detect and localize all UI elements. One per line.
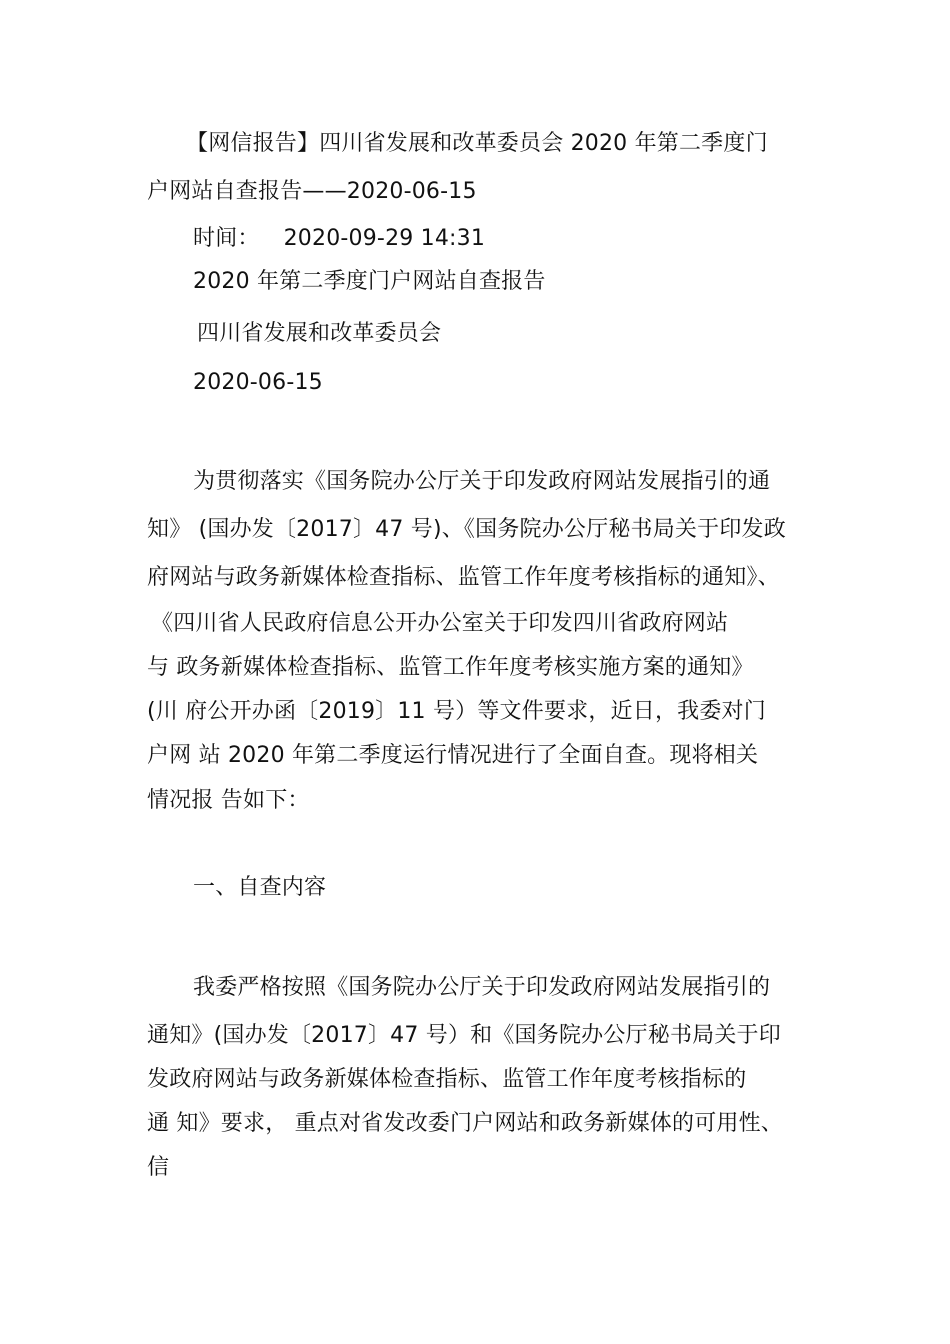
document-title-line-1: 【网信报告】四川省发展和改革委员会 2020 年第二季度门	[186, 131, 768, 156]
section-heading: 一、自查内容	[193, 875, 327, 900]
publish-time-label: 时间：	[193, 226, 260, 251]
intro-line: 与 政务新媒体检查指标、监管工作年度考核实施方案的通知》	[147, 655, 754, 680]
organization-name: 四川省发展和改革委员会	[197, 321, 442, 346]
section-line: 信	[147, 1155, 170, 1180]
intro-line: 情况报 告如下：	[147, 788, 310, 813]
report-date: 2020-06-15	[193, 370, 323, 395]
intro-line: (川 府公开办函〔2019〕11 号）等文件要求，近日，我委对门	[147, 699, 766, 724]
intro-line: 为贯彻落实《国务院办公厅关于印发政府网站发展指引的通	[193, 469, 771, 494]
section-line: 通知》(国办发〔2017〕47 号）和《国务院办公厅秘书局关于印	[147, 1023, 781, 1048]
section-line: 我委严格按照《国务院办公厅关于印发政府网站发展指引的	[193, 975, 771, 1000]
intro-line: 《四川省人民政府信息公开办公室关于印发四川省政府网站	[151, 611, 729, 636]
intro-line: 户网 站 2020 年第二季度运行情况进行了全面自查。现将相关	[147, 743, 759, 768]
publish-time-value: 2020-09-29 14:31	[283, 226, 486, 251]
section-line: 发政府网站与政务新媒体检查指标、监管工作年度考核指标的	[147, 1067, 747, 1092]
section-line: 通 知》要求， 重点对省发改委门户网站和政务新媒体的可用性、	[147, 1111, 783, 1136]
publish-time	[193, 224, 485, 254]
document-title-line-2: 户网站自查报告——2020-06-15	[147, 179, 477, 204]
intro-line: 知》 (国办发〔2017〕47 号)、《国务院办公厅秘书局关于印发政	[147, 517, 786, 542]
report-title: 2020 年第二季度门户网站自查报告	[193, 269, 546, 294]
intro-line: 府网站与政务新媒体检查指标、监管工作年度考核指标的通知》、	[147, 565, 780, 590]
